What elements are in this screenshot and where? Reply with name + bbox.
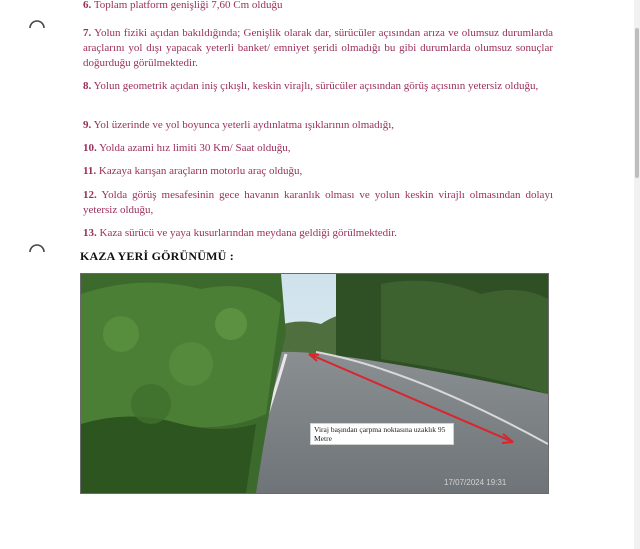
punch-hole-icon — [28, 240, 46, 258]
distance-caption: Viraj başından çarpma noktasına uzaklık 95 Metre — [310, 423, 454, 445]
scrollbar-thumb[interactable] — [635, 28, 639, 178]
item-text: Yolun geometrik açıdan iniş çıkışlı, keskin virajlı, sürücüler açısından görüş açısının yetersiz olduğu, — [93, 80, 539, 92]
list-item-7 — [83, 26, 553, 71]
item-number: 7. — [83, 27, 92, 39]
item-text: Yolda azami hız limiti 30 Km/ Saat olduğu, — [99, 142, 291, 154]
item-text: Kaza sürücü ve yaya kusurlarından meydana geldiği görülmektedir. — [99, 227, 398, 239]
list-item-6 — [83, 0, 553, 13]
item-number: 8. — [83, 80, 92, 92]
item-number: 9. — [83, 119, 92, 131]
list-item-12 — [83, 188, 553, 218]
item-text: Toplam platform genişliği 7,60 Cm olduğu — [93, 0, 283, 11]
punch-hole-icon — [28, 16, 46, 34]
scrollbar-track[interactable] — [634, 0, 640, 549]
item-number: 13. — [83, 227, 97, 239]
item-text: Kazaya karışan araçların motorlu araç olduğu, — [98, 165, 303, 177]
item-text: Yolda görüş mesafesinin gece havanın karanlık olması ve yolun keskin virajlı olmasından dolayı yetersiz olduğu, — [83, 189, 553, 216]
list-item-9 — [83, 118, 553, 133]
item-number: 11. — [83, 165, 97, 177]
item-number: 6. — [83, 0, 92, 11]
list-item-10 — [83, 141, 553, 156]
list-item-11 — [83, 164, 553, 179]
item-number: 10. — [83, 142, 97, 154]
section-heading: KAZA YERİ GÖRÜNÜMÜ : — [80, 249, 234, 263]
item-text: Yol üzerinde ve yol boyunca yeterli aydınlatma ışıklarının olmadığı, — [93, 119, 394, 131]
item-text: Yolun fiziki açıdan bakıldığında; Genişlik olarak dar, sürücüler açısından arıza ve olumsuz durumlarda araçlarını yol dışı yapacak yeterli banket/ emniyet şeridi olmadığı bu gibi durumlarda olumsuz sonuçlar doğurduğu görülmektedir. — [83, 27, 554, 69]
photo-timestamp: 17/07/2024 19:31 — [444, 478, 507, 487]
list-item-8 — [83, 79, 553, 94]
list-item-13 — [83, 226, 553, 241]
accident-scene-photo — [80, 273, 549, 494]
item-number: 12. — [83, 189, 97, 201]
